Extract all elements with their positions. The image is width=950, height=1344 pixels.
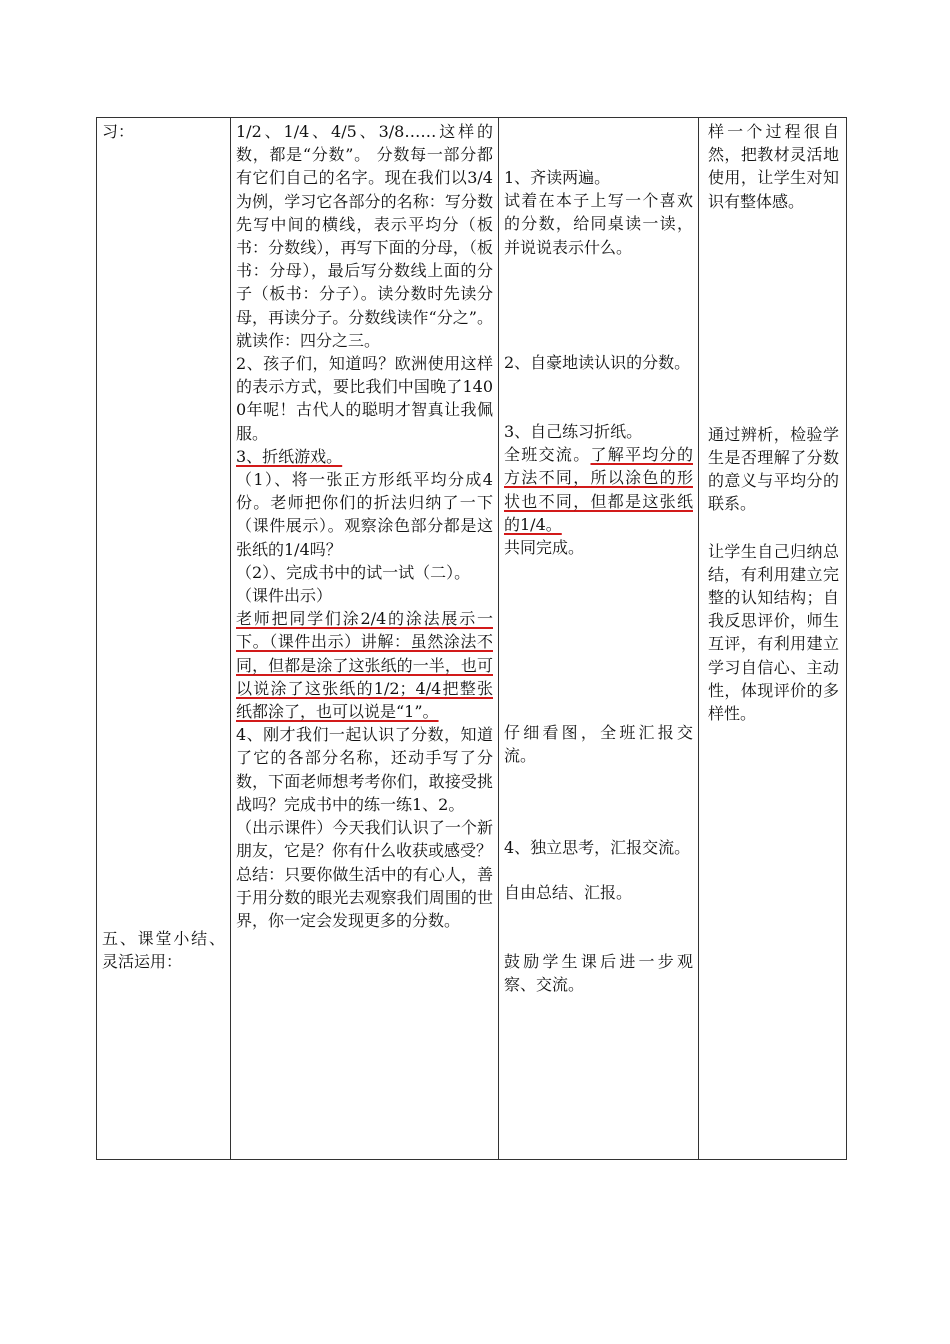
teacher-activity-column	[231, 118, 499, 1160]
student-text-exchange-label: 全班交流。	[504, 445, 591, 465]
student-text-class-exchange	[504, 443, 693, 536]
teacher-text-explanation: 老师把同学们涂2/4的涂法展示一下。（课件出示）讲解：虽然涂法不同，但都是涂了这张纸的一半，也可以说涂了这张纸的1/2；4/4把整张纸都涂了，也可以说是“1”。	[236, 609, 493, 722]
student-text-complete-together: 共同完成。	[504, 538, 585, 558]
student-text-encourage: 鼓励学生课后进一步观察、交流。	[504, 952, 693, 995]
student-text-exchange-conclusion: 了解平均分的方法不同，所以涂色的形状也不同，但都是这张纸的1/4。	[504, 445, 693, 534]
teacher-text-courseware: （课件出示）	[236, 586, 333, 606]
teacher-text-new-friend: （出示课件）今天我们认识了一个新朋友，它是？你有什么收获或感受？	[236, 818, 493, 861]
teacher-text-step-2: （2）、完成书中的试一试（二）。	[236, 562, 471, 582]
stage-label-practice: 习：	[102, 122, 135, 141]
lesson-plan-table	[96, 117, 847, 1160]
student-text-summarize: 自由总结、汇报。	[504, 882, 633, 902]
student-text-read-twice: 1、齐读两遍。	[504, 168, 611, 187]
student-text-read-proudly: 2、自豪地读认识的分数。	[504, 352, 691, 372]
student-text-look-and-report: 仔细看图，全班汇报交流。	[504, 723, 693, 766]
design-intent-column	[699, 118, 847, 1160]
intent-text-holistic: 样一个过程很自然，把教材灵活地使用，让学生对知识有整体感。	[708, 122, 839, 211]
intent-text-self-summary: 让学生自己归纳总结，有利用建立完整的认知结构；自我反思评价，师生互评，有利用建立学习自信心、主动性，体现评价的多样性。	[708, 541, 839, 724]
stage-column	[97, 118, 231, 1160]
teacher-text-challenge: 4、刚才我们一起认识了分数，知道了它的各部分名称，还动手写了分数，下面老师想考考你们，敢接受挑战吗？完成书中的练一练1、2。	[236, 725, 493, 814]
student-text-practice-folding: 3、自己练习折纸。	[504, 422, 643, 442]
teacher-text-fraction-intro: 1/2、1/4、4/5、3/8……这样的数，都是“分数”。 分数每一部分都有它们自己的名字。现在我们以3/4为例，学习它各部分的名称：写分数先写中间的横线，表示平均分（板书：分数线），再写下面的分母，（板书：分母），最后写分数线上面的分子（板书：分子）。读分数时先读分母，再读分子。分数线读作“分之”。就读作：四分之三。	[236, 122, 493, 350]
teacher-text-history: 2、孩子们，知道吗？欧洲使用这样的表示方式，要比我们中国晚了1400年呢！古代人的聪明才智真让我佩服。	[236, 354, 493, 443]
teacher-text-step-1: （1）、将一张正方形纸平均分成4份。老师把你们的折法归纳了一下（课件展示）。观察涂色部分都是这张纸的1/4吗？	[236, 470, 493, 559]
student-text-think-independently: 4、独立思考，汇报交流。	[504, 837, 691, 857]
stage-label-summary: 五、课堂小结、灵活运用：	[102, 929, 225, 972]
teacher-text-summary: 总结：只要你做生活中的有心人，善于用分数的眼光去观察我们周围的世界，你一定会发现更多的分数。	[236, 864, 493, 930]
student-text-write-fraction: 试着在本子上写一个喜欢的分数，给同桌读一读，并说说表示什么。	[504, 191, 693, 257]
teacher-text-folding-game: 3、折纸游戏。	[236, 446, 343, 466]
student-activity-column	[499, 118, 699, 1160]
intent-text-discrimination: 通过辨析，检验学生是否理解了分数的意义与平均分的联系。	[708, 424, 839, 514]
table-row	[97, 118, 847, 1160]
